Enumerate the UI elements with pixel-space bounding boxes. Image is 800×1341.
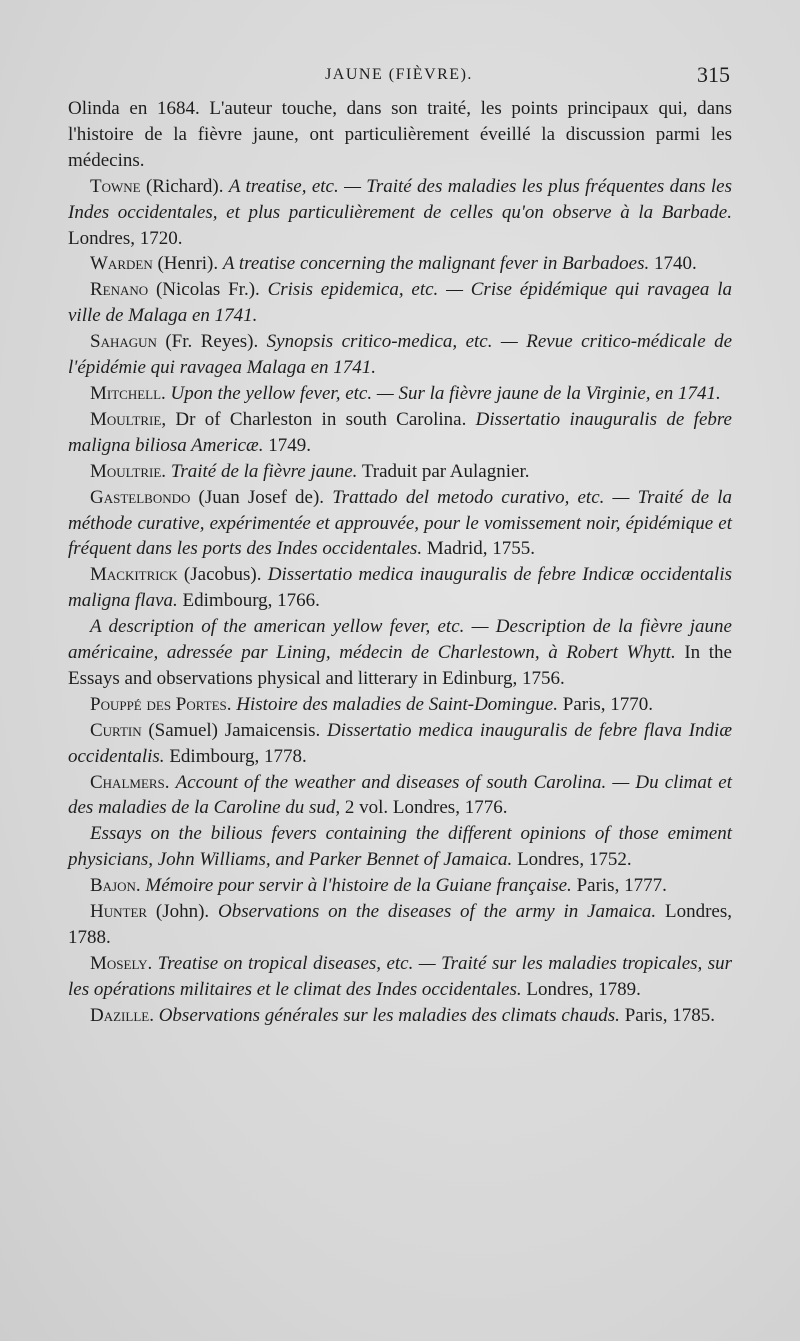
entry-imprint: Traduit par Aulagnier. [357, 460, 530, 482]
entry-author: Sahagun [90, 331, 157, 353]
entry-imprint: 1740. [649, 253, 697, 275]
entry-title: A description of the american yellow fever, etc. — Description de la fièvre jaune américaine, adressée par Lining, médecin de Charlestown, à Robert Whytt. [68, 616, 732, 664]
entry-imprint: Paris, 1785. [619, 1004, 715, 1026]
entry-author: Dazille. [90, 1004, 154, 1026]
bibliography-entry [68, 251, 732, 277]
entry-author: Renano [90, 279, 149, 301]
running-title: JAUNE (FIÈVRE). [325, 66, 473, 83]
entry-title: Dissertatio medica inauguralis de febre flava Indiæ occidentalis. [68, 719, 732, 767]
entry-title: Account of the weather and diseases of south Carolina. — Du climat et des maladies de la Caroline du sud, [68, 771, 732, 819]
page-number: 315 [697, 62, 730, 87]
entry-author-detail: (Richard). [140, 175, 229, 197]
entry-title: Dissertatio inauguralis de febre maligna biliosa Americæ. [68, 408, 732, 456]
entry-imprint: Paris, 1770. [558, 693, 653, 715]
bibliography-entry [68, 821, 732, 873]
entry-title: A treatise, etc. — Traité des maladies les plus fréquentes dans les Indes occidentales, et plus particulièrement de celles qu'on observe à la Barbade. [68, 175, 732, 223]
entry-title: Traité de la fièvre jaune. [170, 460, 358, 482]
entry-author-detail: (Henri). [152, 253, 223, 275]
entry-author-detail: (Juan Josef de). [190, 486, 333, 508]
entry-author: Mackitrick [90, 564, 178, 586]
bibliography-entry [68, 951, 732, 1003]
bibliography-entry [68, 381, 732, 407]
bibliography-entry [68, 692, 732, 718]
entry-author: Mosely. [90, 952, 153, 974]
entry-author-detail: , Dr of Charleston in south Carolina. [161, 408, 476, 430]
entry-imprint: 1749. [263, 434, 311, 456]
entry-author-detail: (Jacobus). [177, 564, 268, 586]
bibliography-entry [68, 562, 732, 614]
entry-title: Observations générales sur les maladies des climats chauds. [158, 1004, 620, 1026]
entry-author: Moultrie. [90, 460, 167, 482]
entry-author: Towne [90, 175, 141, 197]
bibliography-entry [68, 407, 732, 459]
entry-text: Olinda en 1684. L'auteur touche, dans son traité, les points principaux qui, dans l'histoire de la fièvre jaune, ont particulièrement éveillé la discussion parmi les médecins. [68, 98, 732, 171]
entry-author-detail: (Fr. Reyes). [156, 331, 267, 353]
entry-title: Histoire des maladies de Saint-Domingue. [236, 693, 558, 715]
entry-imprint: Londres, 1788. [68, 901, 732, 948]
bibliography-text [68, 96, 732, 1029]
entry-title: Crisis epidemica, etc. — Crise épidémique qui ravagea la ville de Malaga en 1741. [68, 279, 732, 327]
entry-imprint: 2 vol. Londres, 1776. [340, 797, 508, 819]
bibliography-entry [68, 770, 732, 822]
entry-title: Essays on the bilious fevers containing the different opinions of those emiment physicians, John Williams, and Parker Bennet of Jamaica. [68, 823, 732, 871]
entry-title: Observations on the diseases of the army in Jamaica. [217, 901, 657, 923]
bibliography-entry [68, 459, 732, 485]
entry-title: Treatise on tropical diseases, etc. — Traité sur les maladies tropicales, sur les opérations militaires et le climat des Indes occidentales. [68, 952, 733, 1000]
bibliography-entry [68, 873, 732, 899]
running-head [68, 62, 730, 88]
entry-title: Trattado del metodo curativo, etc. — Traité de la méthode curative, expérimentée et approuvée, pour le vomissement noir, épidémique et fréquent dans les ports des Indes occidentales. [68, 486, 732, 560]
entry-author: Warden [90, 253, 153, 275]
entry-author: Mitchell. [90, 382, 166, 404]
entry-imprint: Madrid, 1755. [422, 538, 536, 560]
entry-title: A treatise concerning the malignant fever in Barbadoes. [222, 253, 650, 275]
entry-author: Hunter [90, 901, 148, 923]
entry-title: Synopsis critico-medica, etc. — Revue critico-médicale de l'épidémie qui ravagea Malaga en 1741. [68, 331, 732, 379]
bibliography-entry [68, 614, 732, 692]
entry-imprint: Edimbourg, 1766. [177, 590, 320, 612]
entry-author-detail: (John). [147, 901, 218, 923]
bibliography-entry [68, 329, 732, 381]
entry-author-detail: (Samuel) Jamaicensis. [141, 719, 328, 741]
bibliography-entry [68, 277, 732, 329]
entry-imprint: Londres, 1789. [521, 978, 641, 1000]
entry-title: Mémoire pour servir à l'histoire de la Guiane française. [145, 875, 572, 897]
entry-imprint: Londres, 1720. [68, 227, 183, 249]
entry-imprint: Edimbourg, 1778. [164, 745, 307, 767]
bibliography-entry [68, 485, 732, 563]
bibliography-entry [68, 1003, 732, 1029]
bibliography-entry [68, 899, 732, 951]
entry-imprint: Londres, 1752. [512, 849, 632, 871]
entry-imprint: In the Essays and observations physical and litterary in Edinburg, 1756. [68, 642, 732, 689]
entry-author-detail: (Nicolas Fr.). [148, 279, 268, 301]
bibliography-entry [68, 174, 732, 252]
entry-title: Dissertatio medica inauguralis de febre Indicæ occidentalis maligna flava. [68, 564, 733, 612]
entry-author: Chalmers. [90, 771, 170, 793]
entry-author: Bajon. [90, 875, 141, 897]
entry-title: Upon the yellow fever, etc. — Sur la fièvre jaune de la Virginie, en 1741. [170, 382, 721, 404]
continuation-paragraph [68, 96, 732, 174]
entry-imprint: Paris, 1777. [571, 875, 667, 897]
bibliography-entry [68, 718, 732, 770]
entry-author: Moultrie [90, 408, 162, 430]
entry-author: Gastelbondo [90, 486, 191, 508]
entry-author: Pouppé des Portes. [90, 693, 232, 715]
entry-author: Curtin [90, 719, 142, 741]
